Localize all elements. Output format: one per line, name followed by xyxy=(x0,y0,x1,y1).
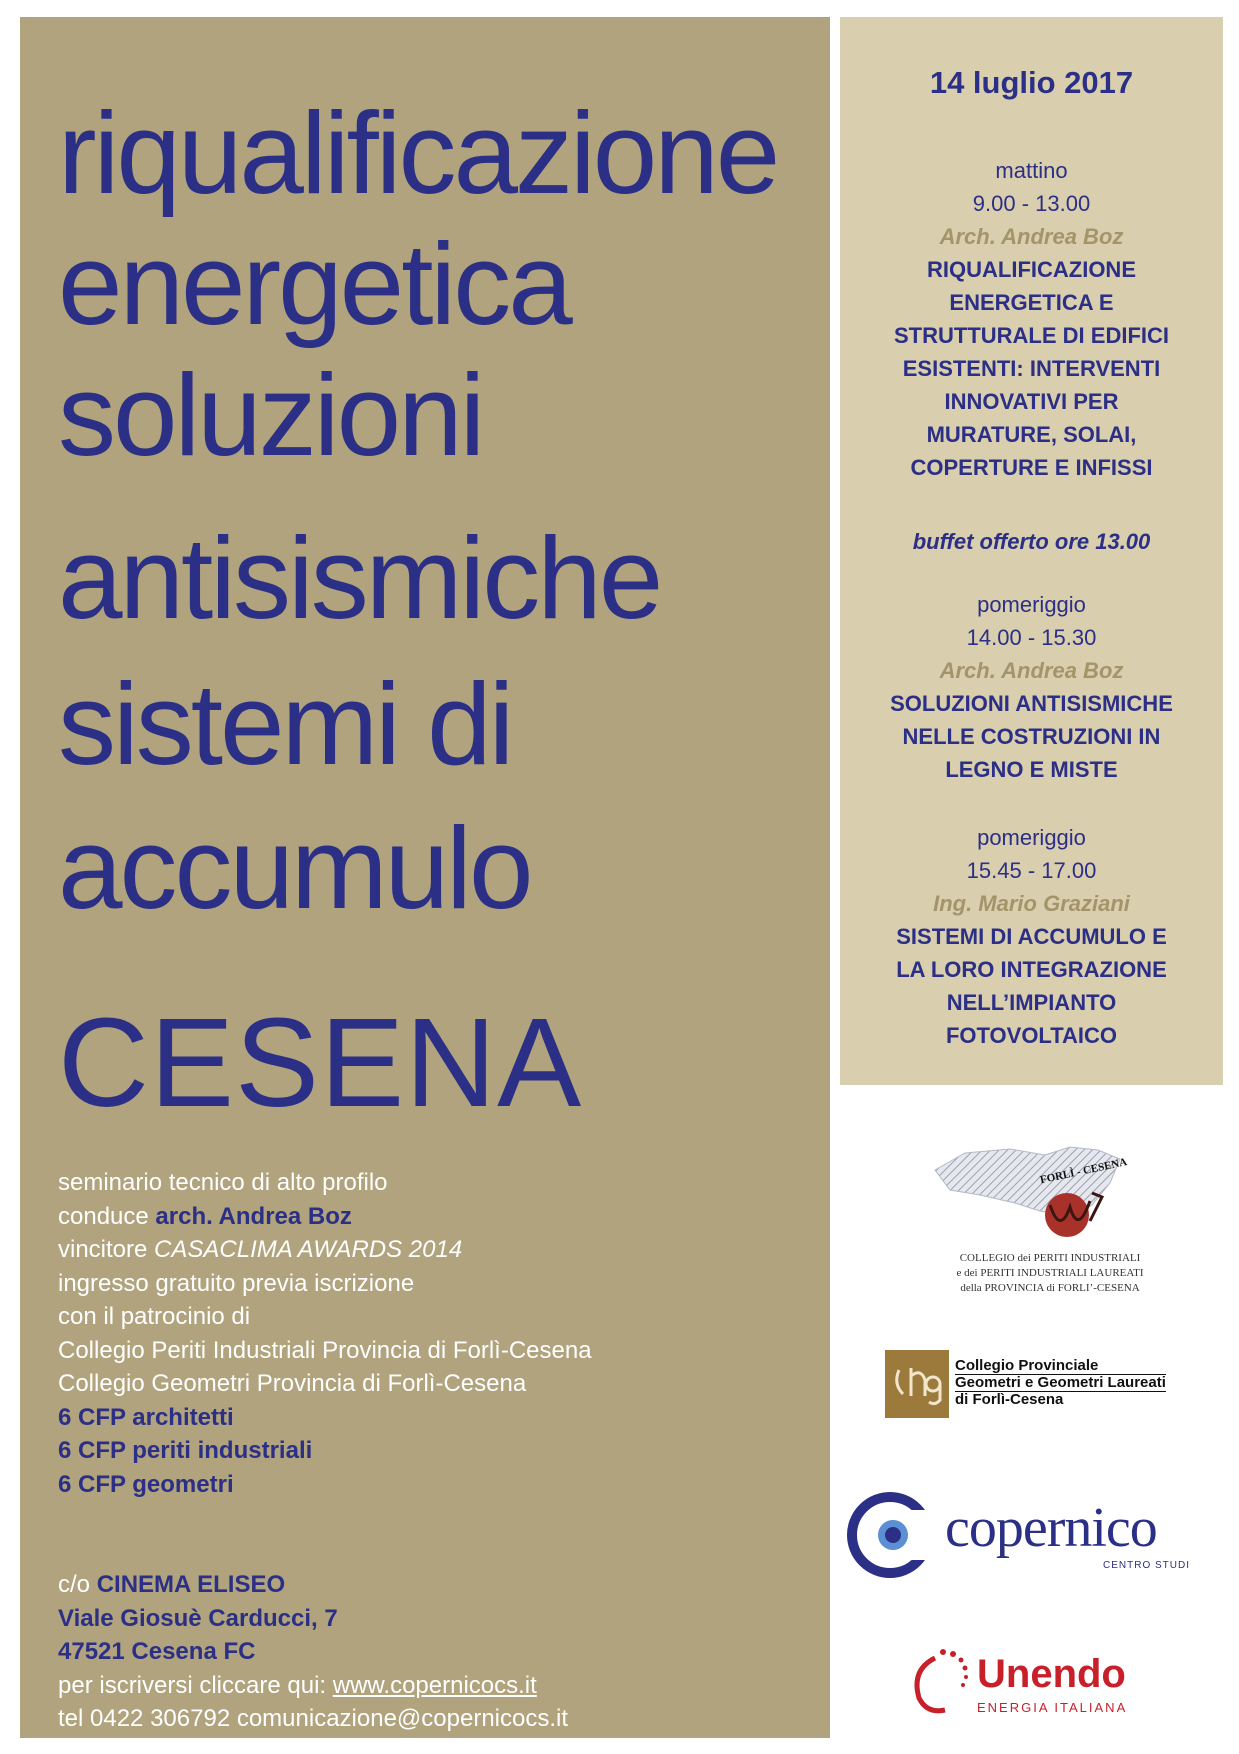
session-title-line: SISTEMI DI ACCUMULO E xyxy=(896,924,1167,949)
periti-badge: FORLÌ - CESENA xyxy=(1039,1156,1129,1187)
title-line-3: soluzioni xyxy=(58,350,483,480)
title-line-6: accumulo xyxy=(58,803,531,933)
unendo-logo xyxy=(905,1640,1175,1720)
session-title-line: ESISTENTI: INTERVENTI xyxy=(902,356,1161,381)
session-label: pomeriggio xyxy=(977,825,1086,850)
periti-logo xyxy=(920,1135,1180,1295)
session-morning xyxy=(840,154,1223,484)
title-line-4: antisismiche xyxy=(58,513,661,643)
conduce-prefix: conduce xyxy=(58,1202,156,1230)
session-afternoon-1 xyxy=(840,588,1223,786)
session-time: 9.00 - 13.00 xyxy=(972,191,1091,216)
cfp-line: 6 CFP architetti xyxy=(58,1403,234,1431)
venue-info xyxy=(58,1568,568,1736)
venue-city: 47521 Cesena FC xyxy=(58,1638,256,1665)
session-speaker: Ing. Mario Graziani xyxy=(933,891,1130,916)
session-title-line: FOTOVOLTAICO xyxy=(945,1023,1118,1048)
seminar-info xyxy=(58,1166,592,1501)
emilia-romagna-map-icon xyxy=(920,1135,1180,1250)
title-line-5: sistemi di xyxy=(58,659,512,789)
session-title-line: COPERTURE E INFISSI xyxy=(910,455,1153,480)
session-label: pomeriggio xyxy=(977,592,1086,617)
register-line xyxy=(58,1669,568,1703)
session-title-line: ENERGETICA E xyxy=(949,290,1114,315)
title-city: CESENA xyxy=(58,992,583,1133)
geometri-line: Geometri e Geometri Laureati xyxy=(955,1374,1166,1391)
geometri-line: di Forlì-Cesena xyxy=(955,1391,1064,1408)
session-time: 14.00 - 15.30 xyxy=(966,625,1097,650)
info-line: seminario tecnico di alto profilo xyxy=(58,1169,388,1196)
info-line: ingresso gratuito previa iscrizione xyxy=(58,1269,415,1297)
session-title-line: RIQUALIFICAZIONE xyxy=(927,257,1136,282)
session-time: 15.45 - 17.00 xyxy=(966,858,1097,883)
venue-name: CINEMA ELISEO xyxy=(96,1571,286,1598)
buffet-note: buffet offerto ore 13.00 xyxy=(912,529,1151,554)
info-line xyxy=(58,1233,592,1267)
vincitore-prefix: vincitore xyxy=(58,1236,155,1263)
session-afternoon-2 xyxy=(840,821,1223,1052)
geometri-emblem-icon xyxy=(885,1350,949,1418)
geometri-text xyxy=(955,1358,1166,1408)
session-label: mattino xyxy=(995,158,1068,183)
session-title-line: LEGNO E MISTE xyxy=(945,757,1118,782)
periti-line: della PROVINCIA di FORLI’-CESENA xyxy=(960,1282,1140,1294)
info-line xyxy=(58,1200,592,1234)
unendo-name: Unendo xyxy=(977,1652,1126,1696)
session-title-line: LA LORO INTEGRAZIONE xyxy=(896,957,1167,982)
copernico-name: copernico xyxy=(945,1497,1157,1559)
session-title-line: NELLE COSTRUZIONI IN xyxy=(902,724,1161,749)
session-speaker: Arch. Andrea Boz xyxy=(939,224,1124,249)
cfp-line: 6 CFP periti industriali xyxy=(58,1437,313,1464)
venue-prefix: c/o xyxy=(58,1571,97,1598)
unendo-sub: ENERGIA ITALIANA xyxy=(977,1700,1128,1715)
session-title-line: MURATURE, SOLAI, xyxy=(926,422,1137,447)
copernico-sub: CENTRO STUDI xyxy=(1103,1560,1190,1571)
session-title-line: NELL’IMPIANTO xyxy=(946,990,1117,1015)
program-panel xyxy=(840,17,1223,1085)
vincitore-award: CASACLIMA AWARDS 2014 xyxy=(154,1236,463,1263)
venue-line xyxy=(58,1568,568,1602)
unendo-swirl-icon xyxy=(905,1640,975,1720)
session-title-line: INNOVATIVI PER xyxy=(944,389,1119,414)
periti-line: e dei PERITI INDUSTRIALI LAUREATI xyxy=(956,1267,1144,1279)
geometri-logo xyxy=(885,1350,1203,1418)
venue-street: Viale Giosuè Carducci, 7 xyxy=(58,1604,338,1632)
copernico-logo xyxy=(845,1490,1225,1580)
info-line: Collegio Geometri Provincia di Forlì-Cesena xyxy=(58,1370,527,1397)
periti-text xyxy=(920,1251,1180,1296)
info-line: con il patrocinio di xyxy=(58,1303,251,1330)
event-date: 14 luglio 2017 xyxy=(929,65,1134,100)
conduce-name: arch. Andrea Boz xyxy=(155,1202,352,1230)
register-link[interactable]: www.copernicocs.it xyxy=(332,1671,537,1699)
cfp-line: 6 CFP geometri xyxy=(58,1470,234,1498)
session-speaker: Arch. Andrea Boz xyxy=(939,658,1124,683)
session-title-line: SOLUZIONI ANTISISMICHE xyxy=(890,691,1173,716)
session-title-line: STRUTTURALE DI EDIFICI xyxy=(894,323,1169,348)
copernico-emblem-icon xyxy=(845,1490,935,1580)
title-line-1: riqualificazione xyxy=(58,88,778,218)
geometri-line: Collegio Provinciale xyxy=(955,1357,1099,1374)
periti-line: COLLEGIO dei PERITI INDUSTRIALI xyxy=(959,1252,1141,1264)
register-prefix: per iscriversi cliccare qui: xyxy=(58,1671,333,1699)
title-line-2: energetica xyxy=(58,219,570,349)
contact-line: tel 0422 306792 comunicazione@copernicocs.it xyxy=(58,1705,569,1732)
info-line: Collegio Periti Industriali Provincia di Forlì-Cesena xyxy=(58,1336,592,1364)
